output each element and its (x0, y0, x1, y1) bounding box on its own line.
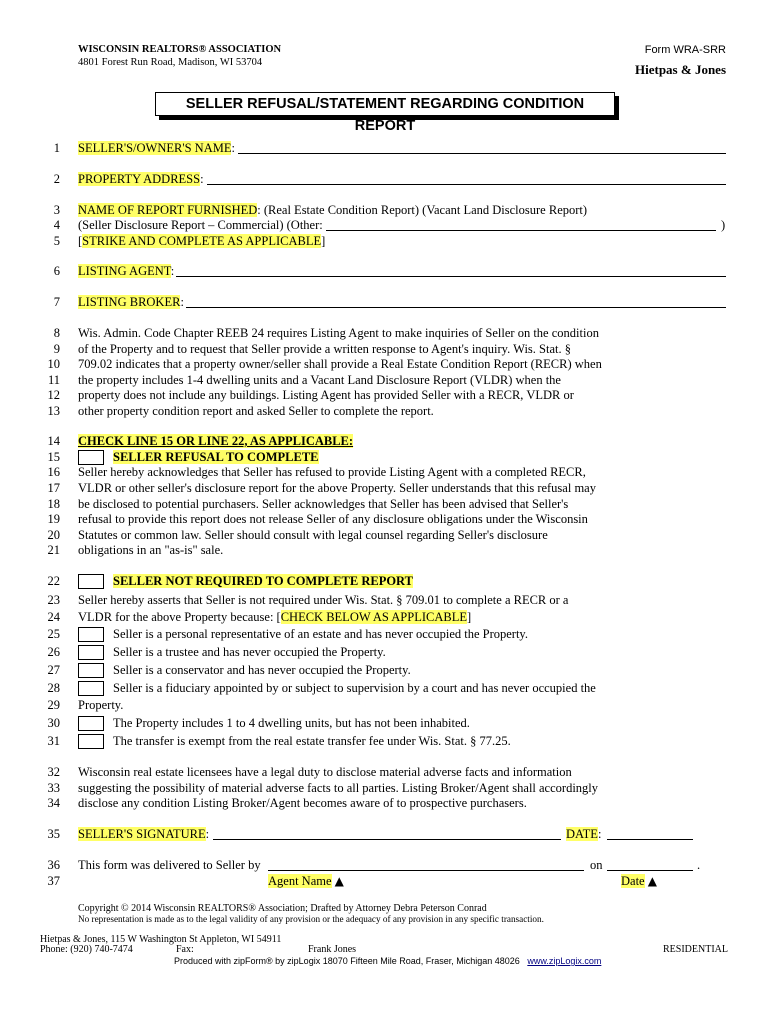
produced-by: Produced with zipForm® by zipLogix 18070 Fifteen Mile Road, Fraser, Michigan 48026 (174, 956, 520, 966)
line-number: 20 (47, 528, 60, 542)
strike-instruction: STRIKE AND COMPLETE AS APPLICABLE (82, 234, 322, 248)
line-number: 33 (47, 781, 60, 795)
org-address: 4801 Forest Run Road, Madison, WI 53704 (78, 57, 263, 68)
report-other-field[interactable] (326, 230, 716, 231)
listing-broker-field[interactable] (186, 307, 726, 308)
line-number: 24 (47, 610, 60, 624)
paragraph-line: Seller hereby asserts that Seller is not required under Wis. Stat. § 709.01 to complete a RECR or a (78, 593, 569, 607)
line-number: 34 (47, 796, 60, 810)
option-checkbox-trustee[interactable] (78, 645, 104, 660)
office-phone: Phone: (920) 740-7474 (40, 944, 133, 955)
line-number: 19 (47, 512, 60, 526)
option-label: Seller is a trustee and has never occupied the Property. (113, 645, 386, 659)
listing-broker-label: LISTING BROKER (78, 295, 181, 309)
colon: : (180, 295, 184, 309)
paragraph-line: VLDR or other seller's disclosure report for the above Property. Seller understands that this refusal may (78, 481, 596, 495)
line-number: 18 (47, 497, 60, 511)
line-number: 4 (53, 218, 60, 232)
line-number: 37 (47, 874, 60, 888)
colon: : (205, 827, 210, 841)
line-number: 23 (47, 593, 60, 607)
option-checkbox-personal-rep[interactable] (78, 627, 104, 642)
seller-name-field[interactable] (238, 153, 726, 154)
colon: : (231, 141, 235, 155)
period-text: . (697, 858, 701, 872)
office-fax: Fax: (176, 944, 194, 955)
report-options-2: (Seller Disclosure Report – Commercial) (Other: (78, 218, 323, 232)
up-arrow-icon: ▲ (647, 874, 657, 888)
seller-signature-label: SELLER'S SIGNATURE (78, 827, 206, 841)
paragraph-line: of the Property and to request that Seller provide a written response to Agent's inquiry. Wis. Stat. § (78, 342, 571, 356)
disclaimer: No representation is made as to the legal validity of any provision or the adequacy of any provision in any specific transaction. (78, 914, 544, 924)
line-number: 6 (53, 264, 60, 278)
paragraph-line: suggesting the possibility of material adverse facts to all parties. Listing Broker/Agent shall accordingly (78, 781, 599, 795)
line-number: 17 (47, 481, 60, 495)
paragraph-line: refusal to provide this report does not release Seller of any disclosure obligations under the Wisconsin (78, 512, 588, 526)
line-number: 3 (53, 203, 60, 217)
option-checkbox-fiduciary[interactable] (78, 681, 104, 696)
org-name: WISCONSIN REALTORS® ASSOCIATION (78, 44, 282, 55)
not-required-heading: SELLER NOT REQUIRED TO COMPLETE REPORT (113, 574, 413, 588)
agent-footer-name: Frank Jones (308, 944, 357, 955)
line-number: 2 (53, 172, 60, 186)
on-text: on (590, 858, 603, 872)
company-name: Hietpas & Jones (635, 62, 726, 77)
signature-date-field[interactable] (607, 839, 693, 840)
listing-agent-label: LISTING AGENT (78, 264, 171, 278)
paragraph-line: Seller hereby acknowledges that Seller has refused to provide Listing Agent with a completed RECR, (78, 465, 586, 479)
bracket: [ (78, 234, 83, 248)
colon: : (597, 827, 602, 841)
bracket: ] (466, 610, 472, 624)
line-number: 30 (47, 716, 60, 730)
delivered-text: This form was delivered to Seller by (78, 858, 261, 872)
line-number: 9 (53, 342, 60, 356)
line-number: 8 (53, 326, 60, 340)
line-number: 15 (47, 450, 60, 464)
option-label: Seller is a fiduciary appointed by or subject to supervision by a court and has never occupied the (113, 681, 596, 695)
seller-name-label: SELLER'S/OWNER'S NAME (78, 141, 232, 155)
report-options-1: : (Real Estate Condition Report) (Vacant Land Disclosure Report) (257, 203, 588, 217)
paragraph-line: VLDR for the above Property because: [ (78, 610, 281, 624)
delivered-date-field[interactable] (607, 870, 693, 871)
paragraph-line: Statutes or common law. Seller should consult with legal counsel regarding Seller's disclosure (78, 528, 548, 542)
option-label: The transfer is exempt from the real estate transfer fee under Wis. Stat. § 77.25. (113, 734, 511, 748)
line-number: 13 (47, 404, 60, 418)
option-label: The Property includes 1 to 4 dwelling units, but has not been inhabited. (113, 716, 470, 730)
line-number: 22 (47, 574, 60, 588)
line-number: 11 (47, 373, 60, 387)
listing-agent-field[interactable] (176, 276, 726, 277)
line-number: 12 (47, 388, 60, 402)
copyright: Copyright © 2014 Wisconsin REALTORS® Association; Drafted by Attorney Debra Peterson Conrad (78, 903, 487, 914)
office-address: Hietpas & Jones, 115 W Washington St Appleton, WI 54911 (40, 934, 282, 945)
line-number: 35 (47, 827, 60, 841)
report-label: NAME OF REPORT FURNISHED (78, 203, 258, 217)
up-arrow-icon: ▲ (334, 874, 344, 888)
line-number: 28 (47, 681, 60, 695)
paragraph-line: property does not include any buildings. Listing Agent has provided Seller with a RECR, VLDR or (78, 388, 574, 402)
line-number: 32 (47, 765, 60, 779)
ziplogix-link[interactable]: www.zipLogix.com (527, 956, 602, 966)
check-heading: CHECK LINE 15 OR LINE 22, AS APPLICABLE: (78, 434, 354, 448)
option-label: Seller is a conservator and has never occupied the Property. (113, 663, 411, 677)
form-type: RESIDENTIAL (663, 944, 728, 955)
option-checkbox-exempt[interactable] (78, 734, 104, 749)
refusal-heading: SELLER REFUSAL TO COMPLETE (113, 450, 319, 464)
not-required-checkbox[interactable] (78, 574, 104, 589)
option-label: Seller is a personal representative of an estate and has never occupied the Property. (113, 627, 528, 641)
line-number: 27 (47, 663, 60, 677)
paragraph-line: be disclosed to potential purchasers. Seller acknowledges that Seller has been advised that Seller's (78, 497, 569, 511)
page-title: SELLER REFUSAL/STATEMENT REGARDING CONDITION REPORT (155, 92, 615, 116)
property-address-field[interactable] (207, 184, 726, 185)
colon: : (170, 264, 175, 278)
line-number: 7 (53, 295, 60, 309)
seller-signature-field[interactable] (213, 839, 561, 840)
date-label: DATE (566, 827, 598, 841)
seller-refusal-checkbox[interactable] (78, 450, 104, 465)
check-below-instruction: CHECK BELOW AS APPLICABLE (280, 610, 467, 624)
colon: : (200, 172, 204, 186)
paragraph-line: disclose any condition Listing Broker/Agent becomes aware of to prospective purchasers. (78, 796, 527, 810)
line-number: 10 (47, 357, 60, 371)
report-close-paren: ) (721, 218, 726, 232)
line-number: 29 (47, 698, 60, 712)
line-number: 21 (47, 543, 60, 557)
paragraph-line: 709.02 indicates that a property owner/seller shall provide a Real Estate Condition Report (RECR) when (78, 357, 602, 371)
line-number: 1 (53, 141, 60, 155)
bracket: ] (321, 234, 326, 248)
line-number: 14 (47, 434, 60, 448)
paragraph-line: the property includes 1-4 dwelling units and a Vacant Land Disclosure Report (VLDR) when the (78, 373, 561, 387)
agent-name-field[interactable] (268, 870, 584, 871)
line-number: 25 (47, 627, 60, 641)
line-number: 31 (47, 734, 60, 748)
property-address-label: PROPERTY ADDRESS (78, 172, 201, 186)
paragraph-line: Wis. Admin. Code Chapter REEB 24 requires Listing Agent to make inquiries of Seller on the condition (78, 326, 599, 340)
line-number: 16 (47, 465, 60, 479)
form-id: Form WRA-SRR (644, 44, 726, 56)
paragraph-line: other property condition report and asked Seller to complete the report. (78, 404, 434, 418)
option-checkbox-not-inhabited[interactable] (78, 716, 104, 731)
line-number: 36 (47, 858, 60, 872)
line-number: 5 (53, 234, 60, 248)
paragraph-line: Property. (78, 698, 124, 712)
option-checkbox-conservator[interactable] (78, 663, 104, 678)
paragraph-line: obligations in an "as-is" sale. (78, 543, 224, 557)
line-number: 26 (47, 645, 60, 659)
agent-name-caption: Agent Name (268, 874, 332, 888)
paragraph-line: Wisconsin real estate licensees have a legal duty to disclose material adverse facts and information (78, 765, 572, 779)
date-caption: Date (621, 874, 645, 888)
